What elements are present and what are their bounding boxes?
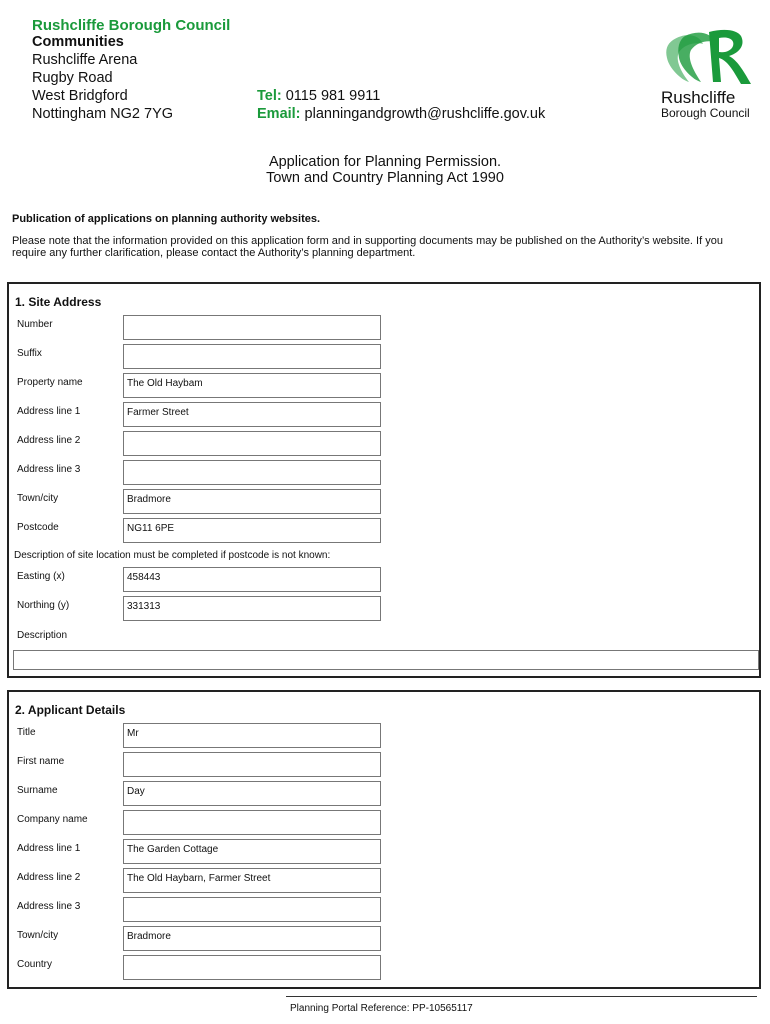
- address-line-department: Communities: [32, 34, 124, 50]
- country-field[interactable]: [123, 955, 381, 980]
- portal-reference: Planning Portal Reference: PP-10565117: [290, 1003, 473, 1014]
- site-address-line-3-label: Address line 3: [17, 464, 81, 475]
- form-title: Application for Planning Permission.: [268, 154, 502, 170]
- applicant-address-line-2-field[interactable]: The Old Haybarn, Farmer Street: [123, 868, 381, 893]
- publication-heading: Publication of applications on planning authority websites.: [12, 213, 321, 225]
- applicant-address-line-1-label: Address line 1: [17, 843, 81, 854]
- surname-field[interactable]: Day: [123, 781, 381, 806]
- address-line-postcode: Nottingham NG2 7YG: [32, 106, 174, 122]
- email: [257, 106, 545, 122]
- site-address-section: [7, 282, 761, 678]
- easting-label: Easting (x): [17, 571, 65, 582]
- site-address-line-2-field[interactable]: [123, 431, 381, 456]
- location-note: Description of site location must be completed if postcode is not known:: [14, 550, 331, 561]
- site-address-line-1-label: Address line 1: [17, 406, 81, 417]
- number-label: Number: [17, 319, 53, 330]
- applicant-address-line-1-field[interactable]: The Garden Cottage: [123, 839, 381, 864]
- address-line-town: West Bridgford: [32, 88, 128, 104]
- site-address-line-3-field[interactable]: [123, 460, 381, 485]
- description-field[interactable]: [13, 650, 759, 670]
- applicant-address-line-3-field[interactable]: [123, 897, 381, 922]
- site-address-title: 1. Site Address: [15, 295, 102, 309]
- company-name-field[interactable]: [123, 810, 381, 835]
- applicant-address-line-2-label: Address line 2: [17, 872, 81, 883]
- easting-field[interactable]: 458443: [123, 567, 381, 592]
- postcode-field[interactable]: NG11 6PE: [123, 518, 381, 543]
- email-label: Email:: [257, 106, 301, 122]
- number-field[interactable]: [123, 315, 381, 340]
- logo-text-rushcliffe: Rushcliffe: [661, 88, 736, 107]
- applicant-title-label: Title: [17, 727, 36, 738]
- logo-text-borough-council: Borough Council: [661, 106, 750, 120]
- tel-value: 0115 981 9911: [285, 88, 381, 104]
- tel-label: Tel:: [257, 88, 282, 104]
- first-name-label: First name: [17, 756, 65, 767]
- telephone: [257, 88, 380, 104]
- property-name-label: Property name: [17, 377, 83, 388]
- council-name: Rushcliffe Borough Council: [32, 17, 231, 34]
- address-line-building: Rushcliffe Arena: [32, 52, 138, 68]
- applicant-town-field[interactable]: Bradmore: [123, 926, 381, 951]
- northing-label: Northing (y): [17, 600, 70, 611]
- property-name-field[interactable]: The Old Haybam: [123, 373, 381, 398]
- form-subtitle: Town and Country Planning Act 1990: [266, 170, 504, 186]
- description-label: Description: [17, 630, 68, 641]
- company-name-label: Company name: [17, 814, 88, 825]
- footer-divider: [286, 996, 757, 997]
- applicant-address-line-3-label: Address line 3: [17, 901, 81, 912]
- address-line-road: Rugby Road: [32, 70, 113, 86]
- country-label: Country: [17, 959, 53, 970]
- site-address-line-1-field[interactable]: Farmer Street: [123, 402, 381, 427]
- publication-text: Please note that the information provided on this application form and in supporting documents may be published on the Authority’s website. If you require any further clarification, please contact the Authority’s planning department.: [12, 235, 723, 259]
- email-value[interactable]: planningandgrowth@rushcliffe.gov.uk: [304, 106, 546, 122]
- applicant-details-section: [7, 690, 761, 989]
- applicant-town-label: Town/city: [17, 930, 59, 941]
- site-town-label: Town/city: [17, 493, 59, 504]
- suffix-field[interactable]: [123, 344, 381, 369]
- northing-field[interactable]: 331313: [123, 596, 381, 621]
- site-address-line-2-label: Address line 2: [17, 435, 81, 446]
- postcode-label: Postcode: [17, 522, 59, 533]
- first-name-field[interactable]: [123, 752, 381, 777]
- surname-label: Surname: [17, 785, 58, 796]
- applicant-title-field[interactable]: Mr: [123, 723, 381, 748]
- suffix-label: Suffix: [17, 348, 42, 359]
- applicant-details-title: 2. Applicant Details: [15, 703, 126, 717]
- site-town-field[interactable]: Bradmore: [123, 489, 381, 514]
